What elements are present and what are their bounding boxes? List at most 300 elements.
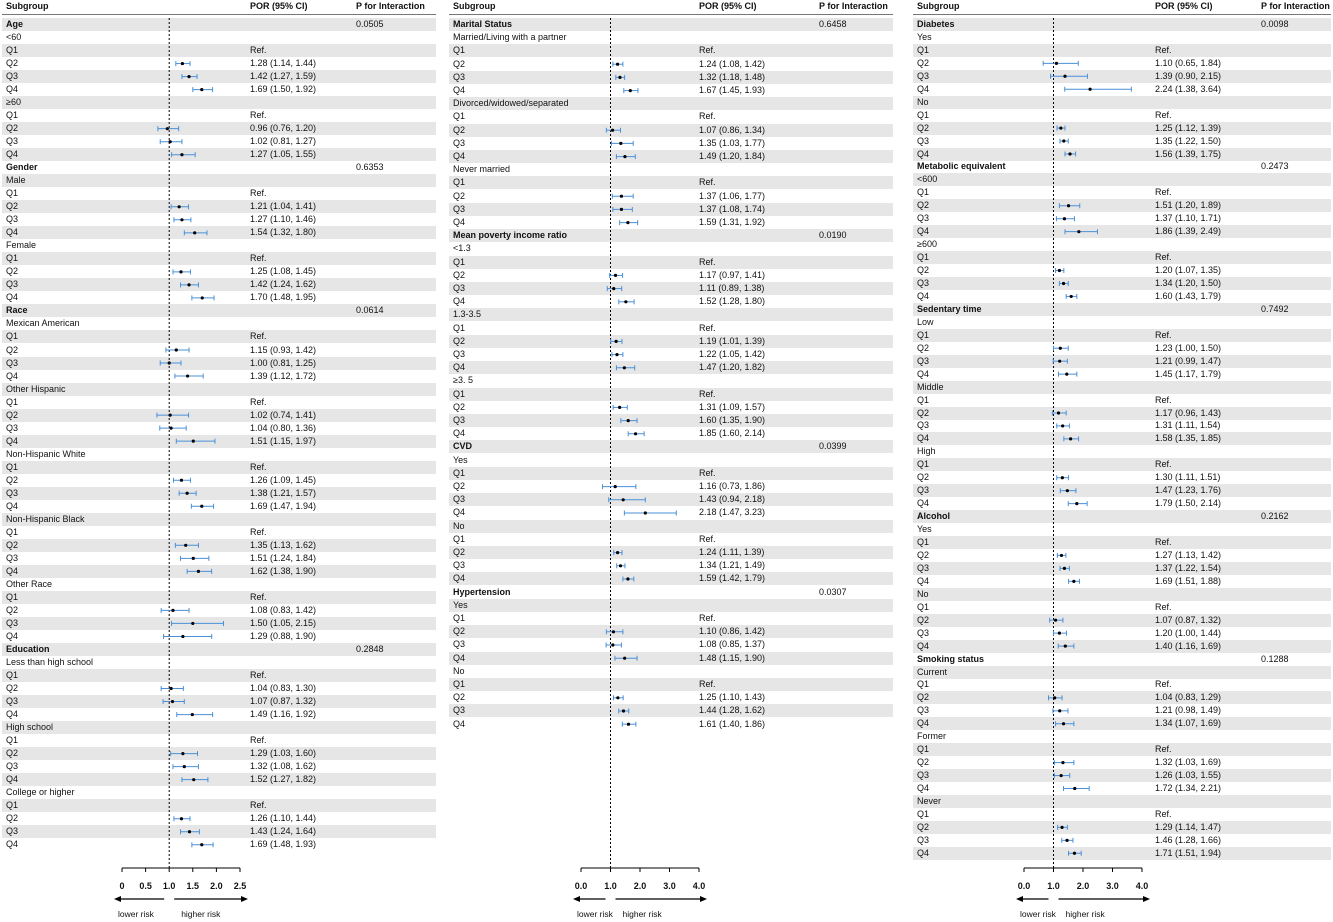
x-tick-label: 2.0 [1076,881,1090,891]
arrow-head-left [114,896,121,902]
point-estimate [1062,139,1065,142]
por-value: 1.86 (1.39, 2.49) [1155,226,1222,237]
p-interaction-value: 0.6353 [356,162,384,173]
por-value: 1.47 (1.23, 1.76) [1155,485,1222,496]
ci-mark [614,550,622,555]
ci-mark [181,556,209,561]
p-interaction-value: 0.0399 [819,441,847,452]
por-value: 1.54 (1.32, 1.80) [250,227,317,238]
row-label: Q1 [453,467,466,478]
ci-mark [621,418,637,423]
p-interaction-value: 0.0307 [819,586,847,597]
x-tick-label: 4.0 [692,881,706,891]
ci-mark [173,478,190,483]
ci-mark [619,709,629,714]
por-value: Ref. [1155,109,1172,120]
por-value: 1.32 (1.18, 1.48) [699,71,766,82]
row-label: Q3 [917,70,930,81]
point-estimate [186,492,189,495]
ci-mark [1053,359,1067,364]
row-label: Q2 [453,190,466,201]
ci-mark [187,569,212,574]
p-interaction-value: 0.7492 [1261,303,1289,314]
point-estimate [168,361,171,364]
por-value: Ref. [250,461,267,472]
por-value: 1.04 (0.83, 1.30) [250,683,317,694]
por-value: 2.24 (1.38, 3.64) [1155,83,1222,94]
row-label: Other Race [6,578,53,589]
ci-mark [174,217,191,222]
row-label: Q2 [917,692,930,703]
row-label: Q1 [917,44,930,55]
point-estimate [166,127,169,130]
row-label: Never [917,796,942,806]
por-value: 1.30 (1.11, 1.51) [1155,472,1221,483]
row-label: Q4 [6,227,19,238]
row-label: Q4 [453,652,466,663]
por-value: 1.24 (1.08, 1.42) [699,58,766,69]
ci-mark [1056,216,1074,221]
row-label: Q1 [453,613,466,623]
por-value: 1.37 (1.06, 1.77) [699,190,766,201]
row-label: Q2 [453,547,466,557]
row-label: Q2 [917,342,930,353]
x-tick-label: 0.5 [139,881,152,891]
row-label: Q3 [917,485,930,496]
por-value: 0.96 (0.76, 1.20) [250,123,317,134]
por-value: 1.20 (1.07, 1.35) [1155,265,1222,276]
row-label: Q4 [6,292,19,303]
por-value: 1.10 (0.65, 1.84) [1155,57,1222,68]
forest-panel-left [2,0,436,922]
point-estimate [1062,282,1065,285]
por-value: 1.69 (1.51, 1.88) [1155,575,1222,586]
ci-mark [158,126,179,131]
por-value: 1.21 (0.99, 1.47) [1155,355,1222,366]
point-estimate [171,609,174,612]
x-tick-label: 2.0 [210,881,223,891]
row-label: Q4 [917,83,930,94]
row-label: Diabetes [917,19,955,29]
row-label: Q2 [6,604,19,615]
ci-mark [1069,851,1082,856]
por-value: 1.08 (0.85, 1.37) [699,639,766,650]
ci-mark [613,62,623,67]
point-estimate [1072,580,1075,583]
row-label: Q1 [917,679,930,690]
row-label: <600 [917,174,938,185]
ci-mark [1043,61,1078,66]
por-value: 1.48 (1.15, 1.90) [699,652,766,663]
point-estimate [187,283,190,286]
row-label: Yes [453,599,468,610]
por-value: 1.42 (1.27, 1.59) [250,71,317,82]
por-value: Ref. [1155,187,1172,198]
x-tick-label: 1.5 [186,881,200,891]
row-label: Former [917,731,946,742]
por-value: 1.29 (0.88, 1.90) [250,630,317,641]
por-value: Ref. [250,800,267,811]
por-value: 1.39 (0.90, 2.15) [1155,70,1222,81]
point-estimate [1062,722,1065,725]
por-value: Ref. [250,735,267,746]
ci-mark [179,491,196,496]
row-label: 1.3-3.5 [453,309,482,320]
row-label: Alcohol [917,511,950,522]
row-label: Q1 [453,45,466,56]
point-estimate [622,709,625,712]
ci-mark [609,497,646,502]
point-estimate [169,687,172,690]
row-label: Q1 [453,533,466,544]
row-label: Q2 [917,200,930,211]
row-label: Q2 [917,549,930,560]
row-label: Q2 [6,201,19,212]
ci-mark [622,722,636,727]
row-label: Q4 [6,839,19,850]
row-label: Q1 [6,735,19,746]
row-label: Q4 [6,565,19,576]
row-label: Q4 [453,362,466,373]
higher-risk-label: higher risk [181,909,221,919]
por-value: 1.25 (1.08, 1.45) [250,266,317,277]
por-value: 1.43 (0.94, 2.18) [699,494,766,505]
por-value: 1.31 (1.11, 1.54) [1155,420,1221,431]
por-value: 1.35 (1.13, 1.62) [250,539,317,550]
por-value: Ref. [1155,329,1172,340]
ci-mark [1048,695,1062,700]
p-interaction-value: 0.0098 [1261,19,1289,29]
por-value: 1.29 (1.14, 1.47) [1155,821,1222,832]
ci-mark [1060,139,1068,144]
row-label: Q1 [453,388,466,399]
row-label: Q1 [6,526,19,537]
por-value: 1.22 (1.05, 1.42) [699,349,766,359]
ci-mark [1065,151,1076,156]
x-tick-label: 0.0 [1017,881,1031,891]
row-label: Middle [917,381,944,392]
point-estimate [1060,826,1063,829]
point-estimate [1064,644,1067,647]
ci-mark [617,563,625,568]
row-label: Q4 [917,783,930,794]
por-value: 1.04 (0.80, 1.36) [250,422,317,433]
point-estimate [615,353,618,356]
point-estimate [175,348,178,351]
por-value: 1.35 (1.22, 1.50) [1155,135,1222,146]
por-value: 1.07 (0.87, 1.32) [1155,614,1222,625]
por-value: Ref. [1155,601,1172,612]
ci-mark [1056,721,1074,726]
row-label: Q1 [917,252,930,263]
por-value: Ref. [1155,808,1172,819]
row-label: Q4 [6,370,19,381]
ci-mark [1054,346,1069,351]
row-label: Never married [453,164,511,175]
por-value: Ref. [1155,744,1172,755]
row-label: Q4 [6,709,19,720]
row-label: Q3 [6,487,19,498]
x-tick-label: 0 [119,881,125,891]
por-value: 1.35 (1.03, 1.77) [699,137,766,148]
por-value: 1.24 (1.11, 1.39) [699,547,765,557]
row-label: Q2 [6,474,19,485]
por-value: 1.51 (1.20, 1.89) [1155,200,1222,211]
por-value: Ref. [250,396,267,407]
row-label: Q1 [6,461,19,472]
row-label: Q3 [453,349,466,359]
point-estimate [612,287,615,290]
point-estimate [1067,204,1070,207]
p-interaction-value: 0.1288 [1261,653,1289,664]
ci-mark [1064,436,1079,441]
row-label: Q4 [6,149,19,160]
point-estimate [171,700,174,703]
point-estimate [620,208,623,211]
point-estimate [616,551,619,554]
ci-mark [160,139,182,144]
por-value: Ref. [1155,537,1172,547]
ci-mark [616,75,625,80]
row-label: Q3 [6,136,19,147]
ci-mark [175,374,203,379]
row-label: Q3 [453,415,466,425]
por-value: 1.34 (1.21, 1.49) [699,560,766,571]
por-value: Ref. [699,467,716,478]
point-estimate [1073,787,1076,790]
por-value: Ref. [699,679,716,689]
arrow-head-right [241,896,248,902]
ci-mark [1060,566,1069,571]
por-value: Ref. [250,188,267,199]
por-value: Ref. [1155,459,1172,470]
ci-mark [181,282,199,287]
ci-mark [1054,760,1073,765]
por-value: 1.62 (1.38, 1.90) [250,565,317,576]
row-label: Q3 [453,137,466,148]
ci-mark [1058,825,1068,830]
ci-mark [619,299,634,304]
por-value: 1.15 (0.93, 1.42) [250,344,317,355]
p-interaction-value: 0.0614 [356,305,384,316]
ci-mark [176,61,190,66]
por-value: 1.17 (0.97, 1.41) [699,269,766,280]
ci-mark [615,656,637,661]
x-tick-label: 2.0 [633,881,647,891]
row-label: Q4 [917,718,930,729]
header-subgroup: Subgroup [6,1,49,11]
ci-mark [181,829,200,834]
ci-mark [176,439,215,444]
por-value: 1.71 (1.51, 1.94) [1155,847,1222,858]
row-label: Q2 [453,124,466,135]
point-estimate [184,544,187,547]
point-estimate [1061,761,1064,764]
header-por: POR (95% CI) [250,1,308,11]
por-value: 1.04 (0.83, 1.29) [1155,692,1222,703]
x-tick-label: 0.0 [574,881,588,891]
por-value: 1.58 (1.35, 1.85) [1155,433,1222,444]
row-label: Q1 [6,331,19,342]
por-value: 1.52 (1.28, 1.80) [699,296,766,307]
row-label: Q2 [453,401,466,412]
por-value: 1.26 (1.09, 1.45) [250,474,317,485]
ci-mark [160,361,181,366]
row-label: Q2 [6,813,19,824]
row-label: Race [6,305,28,316]
row-label: Q2 [917,122,930,133]
point-estimate [623,366,626,369]
por-value: 1.19 (1.01, 1.39) [699,335,766,346]
por-value: 1.20 (1.00, 1.44) [1155,627,1222,638]
por-value: 1.16 (0.73, 1.86) [699,481,766,491]
por-value: 1.51 (1.15, 1.97) [250,435,317,446]
por-value: 1.23 (1.00, 1.50) [1155,342,1222,353]
p-interaction-value: 0.0190 [819,230,847,241]
row-label: Education [6,643,50,654]
point-estimate [615,340,618,343]
ci-mark [613,695,623,700]
point-estimate [192,440,195,443]
por-value: 1.38 (1.21, 1.57) [250,487,317,498]
row-label: Non-Hispanic White [6,448,86,459]
ci-mark [157,413,189,418]
row-label: Hypertension [453,586,511,597]
row-label: Q4 [453,573,466,584]
point-estimate [619,142,622,145]
row-label: Q3 [453,494,466,505]
row-label: Married/Living with a partner [453,32,567,43]
forest-panel-middle [449,0,893,922]
forest-panel-right [913,0,1331,922]
por-value: 1.51 (1.24, 1.84) [250,552,317,563]
point-estimate [200,88,203,91]
row-label: Q4 [453,85,466,95]
row-label: Q4 [917,368,930,379]
row-label: Q2 [917,57,930,68]
por-value: 1.32 (1.08, 1.62) [250,761,317,772]
row-label: CVD [453,441,473,452]
ci-mark [603,484,636,489]
ci-mark [192,842,213,847]
por-value: 1.02 (0.81, 1.27) [250,136,317,147]
point-estimate [1063,567,1066,570]
point-estimate [1065,839,1068,842]
row-label: Q4 [917,290,930,301]
point-estimate [1075,502,1078,505]
point-estimate [183,765,186,768]
ci-mark [1064,786,1090,791]
ci-mark [1057,475,1069,480]
row-label: Yes [917,31,932,42]
point-estimate [181,752,184,755]
por-value: 1.26 (1.03, 1.55) [1155,770,1222,781]
row-label: Q3 [6,617,19,628]
ci-mark [192,295,214,300]
ci-mark [613,405,627,410]
por-value: 1.44 (1.28, 1.62) [699,705,766,716]
row-label: Q3 [917,420,930,431]
row-label: Q2 [453,626,466,637]
point-estimate [181,635,184,638]
point-estimate [626,221,629,224]
row-label: Current [917,666,948,677]
row-label: Q3 [6,357,19,368]
row-label: Divorced/widowed/separated [453,98,569,109]
row-label: Q3 [6,696,19,707]
por-value: 1.85 (1.60, 2.14) [699,428,766,439]
row-label: No [917,588,929,599]
ci-mark [610,273,623,278]
row-label: Age [6,19,24,29]
ci-mark [613,207,632,212]
row-label: Male [6,175,26,186]
por-value: 1.07 (0.87, 1.32) [250,696,317,707]
point-estimate [169,414,172,417]
por-value: 1.37 (1.08, 1.74) [699,203,766,214]
ci-mark [171,751,198,756]
row-label: Yes [453,454,468,465]
ci-mark [624,511,676,516]
por-value: Ref. [699,613,716,623]
ci-mark [1056,268,1064,273]
ci-mark [184,230,207,235]
row-label: Q3 [453,283,466,293]
point-estimate [180,218,183,221]
point-estimate [1066,489,1069,492]
row-label: Q2 [6,409,19,420]
header-p-interaction: P for Interaction [356,1,425,11]
por-value: 1.60 (1.35, 1.90) [699,415,766,425]
por-value: 1.26 (1.10, 1.44) [250,813,317,824]
x-tick-label: 1.0 [604,881,617,891]
por-value: 1.42 (1.24, 1.62) [250,279,317,290]
row-label: Q1 [453,177,466,188]
row-label: Q3 [453,639,466,650]
ci-mark [160,426,186,431]
ci-mark [606,643,621,648]
por-value: 1.29 (1.03, 1.60) [250,748,317,759]
x-tick-label: 2.5 [233,881,247,891]
point-estimate [619,564,622,567]
por-value: 2.18 (1.47, 3.23) [699,507,766,518]
row-label: Q2 [6,748,19,759]
row-label: Q4 [917,640,930,651]
row-label: Q3 [6,279,19,290]
row-label: Q1 [917,744,930,755]
por-value: 1.59 (1.42, 1.79) [699,573,766,584]
row-label: Q4 [917,148,930,159]
row-label: Low [917,316,934,327]
row-label: Metabolic equivalent [917,161,1006,172]
por-value: 1.46 (1.28, 1.66) [1155,834,1222,845]
row-label: Q1 [917,329,930,340]
row-label: Q3 [453,560,466,571]
ci-mark [607,286,621,291]
point-estimate [620,195,623,198]
por-value: Ref. [250,110,267,121]
row-label: Non-Hispanic Black [6,513,85,524]
ci-mark [1059,281,1068,286]
row-label: Q4 [917,847,930,858]
por-value: Ref. [250,253,267,264]
ci-mark [182,74,197,79]
point-estimate [1060,774,1063,777]
point-estimate [1061,424,1064,427]
por-value: Ref. [1155,44,1172,55]
row-label: Less than high school [6,656,94,667]
point-estimate [627,419,630,422]
